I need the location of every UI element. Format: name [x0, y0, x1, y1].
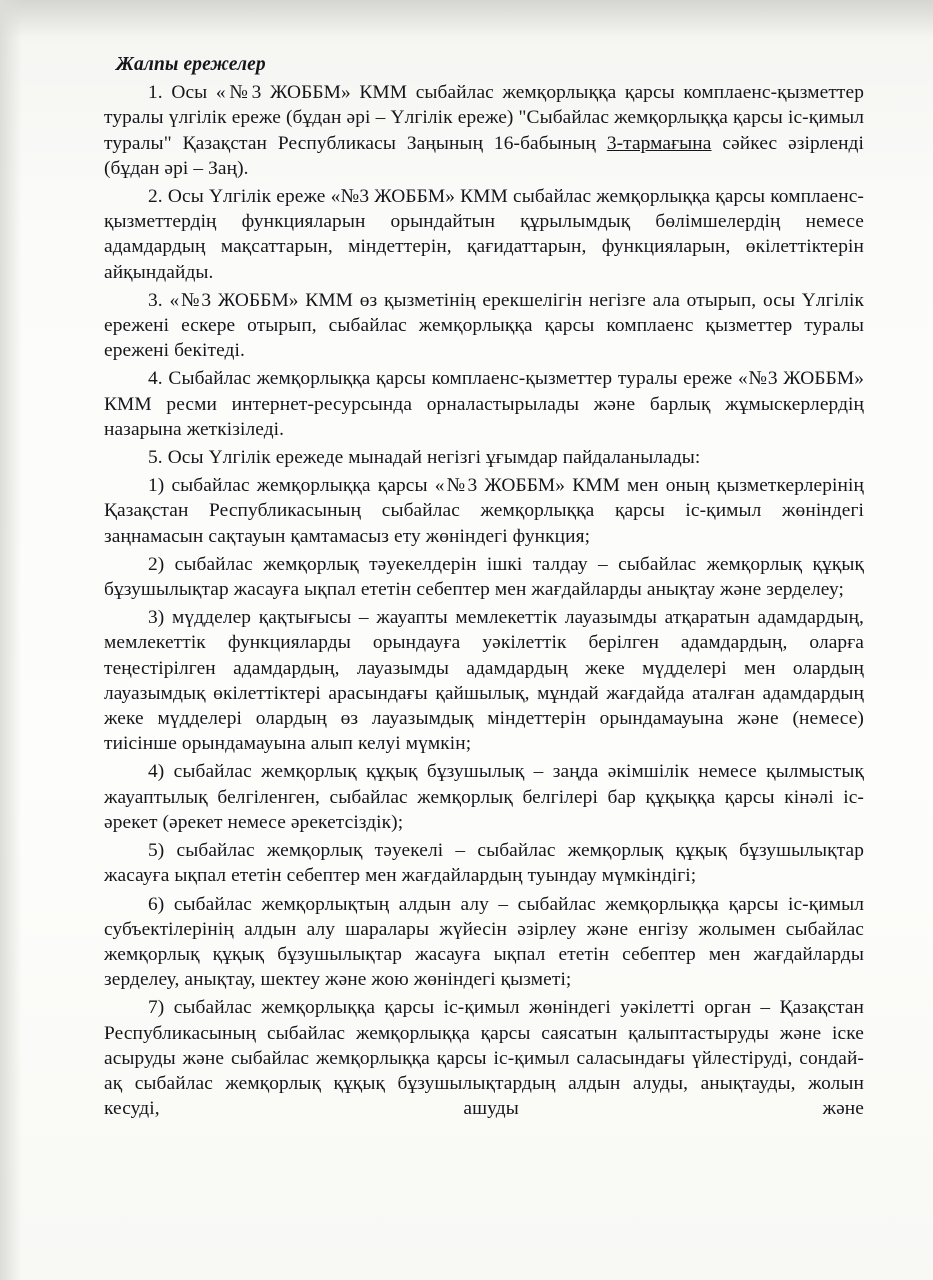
- definition-1: 1) сыбайлас жемқорлыққа қарсы «№3 ЖОББМ» КММ мен оның қызметкерлерінің Қазақстан Республикасының сыбайлас жемқорлыққа қарсы іс-қимыл жөніндегі заңнамасын сақтауын қамтамасыз ету жөніндегі функция;: [104, 475, 864, 547]
- definition-6: 6) сыбайлас жемқорлықтың алдын алу – сыбайлас жемқорлыққа қарсы іс-қимыл субъектілерінің алдын алу шаралары жүйесін әзірлеу және енгізу жолымен сыбайлас жемқорлық құқық бұзушылықтар жасауға ықпал ететін себептер мен жағдайларды зерделеу, анықтау, шектеу және жою жөніндегі қызметі;: [104, 893, 864, 991]
- paragraph-1-text-a: 1. Осы «№3 ЖОББМ» КММ сыбайлас жемқорлыққа қарсы комплаенс-қызметтер туралы үлгілік ереже (бұдан әрі – Үлгілік ереже) "Сыбайлас жемқорлыққа қарсы іс-қимыл туралы" Қазақстан Республикасы Заңының 16-бабының: [104, 82, 864, 154]
- paragraph-4: 4. Сыбайлас жемқорлыққа қарсы комплаенс-қызметтер туралы ереже «№3 ЖОББМ» КММ ресми интернет-ресурсында орналастырылады және барлық жұмыскерлердің назарына жеткізіледі.: [104, 368, 864, 440]
- definition-4: 4) сыбайлас жемқорлық құқық бұзушылық – заңда әкімшілік немесе қылмыстық жауаптылық белгіленген, сыбайлас жемқорлық белгілері бар құқыққа қарсы кінәлі іс-әрекет (әрекет немесе әрекетсіздік);: [104, 761, 864, 833]
- definition-3: 3) мүдделер қақтығысы – жауапты мемлекеттік лауазымды атқаратын адамдардың, мемлекеттік функцияларды орындауға уәкілеттік берілген адамдардың, оларға теңестірілген адамдардың, лауазымды адамдардың жеке мүдделері мен олардың лауазымдық өкілеттіктері арасындағы қайшылық, мұндай жағдайда аталған адамдардың жеке мүдделері олардың өз лауазымдық міндеттерін орындамауына және (немесе) тиісінше орындамауына алып келуі мүмкін;: [104, 607, 864, 755]
- paragraph-1: [104, 80, 864, 181]
- paragraph-5: 5. Осы Үлгілік ережеде мынадай негізгі ұғымдар пайдаланылады:: [148, 447, 701, 469]
- definition-7: 7) сыбайлас жемқорлыққа қарсы іс-қимыл жөніндегі уәкілетті орган – Қазақстан Республикасының сыбайлас жемқорлыққа қарсы саясатын қалыптастыруды және іске асыруды және сыбайлас жемқорлыққа қарсы іс-қимыл саласындағы үйлестіруді, сондай-ақ сыбайлас жемқорлық құқық бұзушылықтардың алдын алуды, анықтауды, жолын кесуді, ашуды және: [104, 997, 864, 1120]
- definition-5: 5) сыбайлас жемқорлық тәуекелі – сыбайлас жемқорлық құқық бұзушылықтар жасауға ықпал ететін себептер мен жағдайлардың туындау мүмкіндігі;: [104, 840, 864, 887]
- paragraph-2: 2. Осы Үлгілік ереже «№3 ЖОББМ» КММ сыбайлас жемқорлыққа қарсы комплаенс-қызметтердің функцияларын орындайтын құрылымдық бөлімшелердің немесе адамдардың мақсаттарын, міндеттерін, қағидаттарын, функцияларын, өкілеттіктерін айқындайды.: [104, 186, 864, 283]
- paragraph-3: 3. «№3 ЖОББМ» КММ өз қызметінің ерекшелігін негізге ала отырып, осы Үлгілік ережені ескере отырып, сыбайлас жемқорлыққа қарсы комплаенс қызметтер туралы ережені бекітеді.: [104, 289, 864, 362]
- paragraph-1-text-b: сәйкес әзірленді (бұдан әрі – Заң).: [104, 132, 864, 179]
- definition-2: 2) сыбайлас жемқорлық тәуекелдерін ішкі талдау – сыбайлас жемқорлық құқық бұзушылықтар жасауға ықпал ететін себептер мен жағдайларды анықтау және зерделеу;: [104, 553, 864, 601]
- law-reference-link[interactable]: 3-тармағына: [606, 132, 712, 154]
- document-body: [104, 52, 864, 1124]
- section-heading: Жалпы ережелер: [116, 54, 266, 75]
